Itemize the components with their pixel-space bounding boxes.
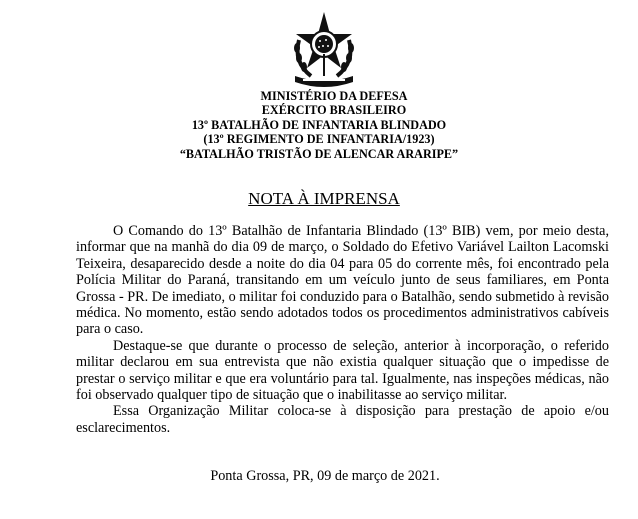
- page-title: NOTA À IMPRENSA: [248, 189, 400, 208]
- battalion-line: 13º BATALHÃO DE INFANTARIA BLINDADO: [191, 117, 447, 132]
- press-note-body: [76, 223, 609, 436]
- brazil-coat-of-arms-icon: [289, 10, 359, 90]
- regiment-line: (13º REGIMENTO DE INFANTARIA/1923): [203, 132, 435, 147]
- paragraph: Essa Organização Militar coloca-se à disposição para prestação de apoio e/ou esclarecimentos.: [76, 403, 609, 436]
- army-line: EXÉRCITO BRASILEIRO: [261, 103, 407, 118]
- battalion-nickname-line: “BATALHÃO TRISTÃO DE ALENCAR ARARIPE”: [179, 146, 459, 161]
- paragraph: O Comando do 13º Batalhão de Infantaria Blindado (13º BIB) vem, por meio desta, informar que na manhã do dia 09 de março, o Soldado do Efetivo Variável Lailton Lacomski Teixeira, desaparecido desde a noite do dia 04 para 05 do corrente mês, foi encontrado pela Polícia Militar do Paraná, transitando em um veículo junto de seus familiares, em Ponta Grossa - PR. De imediato, o militar foi conduzido para o Batalhão, sendo submetido à revisão médica. No momento, estão sendo adotados todos os procedimentos administrativos cabíveis para o caso.: [76, 223, 609, 338]
- place-and-date: Ponta Grossa, PR, 09 de março de 2021.: [210, 468, 440, 484]
- ministry-line: MINISTÉRIO DA DEFESA: [260, 89, 408, 103]
- letterhead: [0, 89, 638, 161]
- paragraph: Destaque-se que durante o processo de seleção, anterior à incorporação, o referido militar declarou em sua entrevista que não existia qualquer situação que o impedisse de prestar o serviço militar e que era voluntário para tal. Igualmente, nas inspeções médicas, não foi observado qualquer tipo de situação que o inabilitasse ao serviço militar.: [76, 337, 609, 404]
